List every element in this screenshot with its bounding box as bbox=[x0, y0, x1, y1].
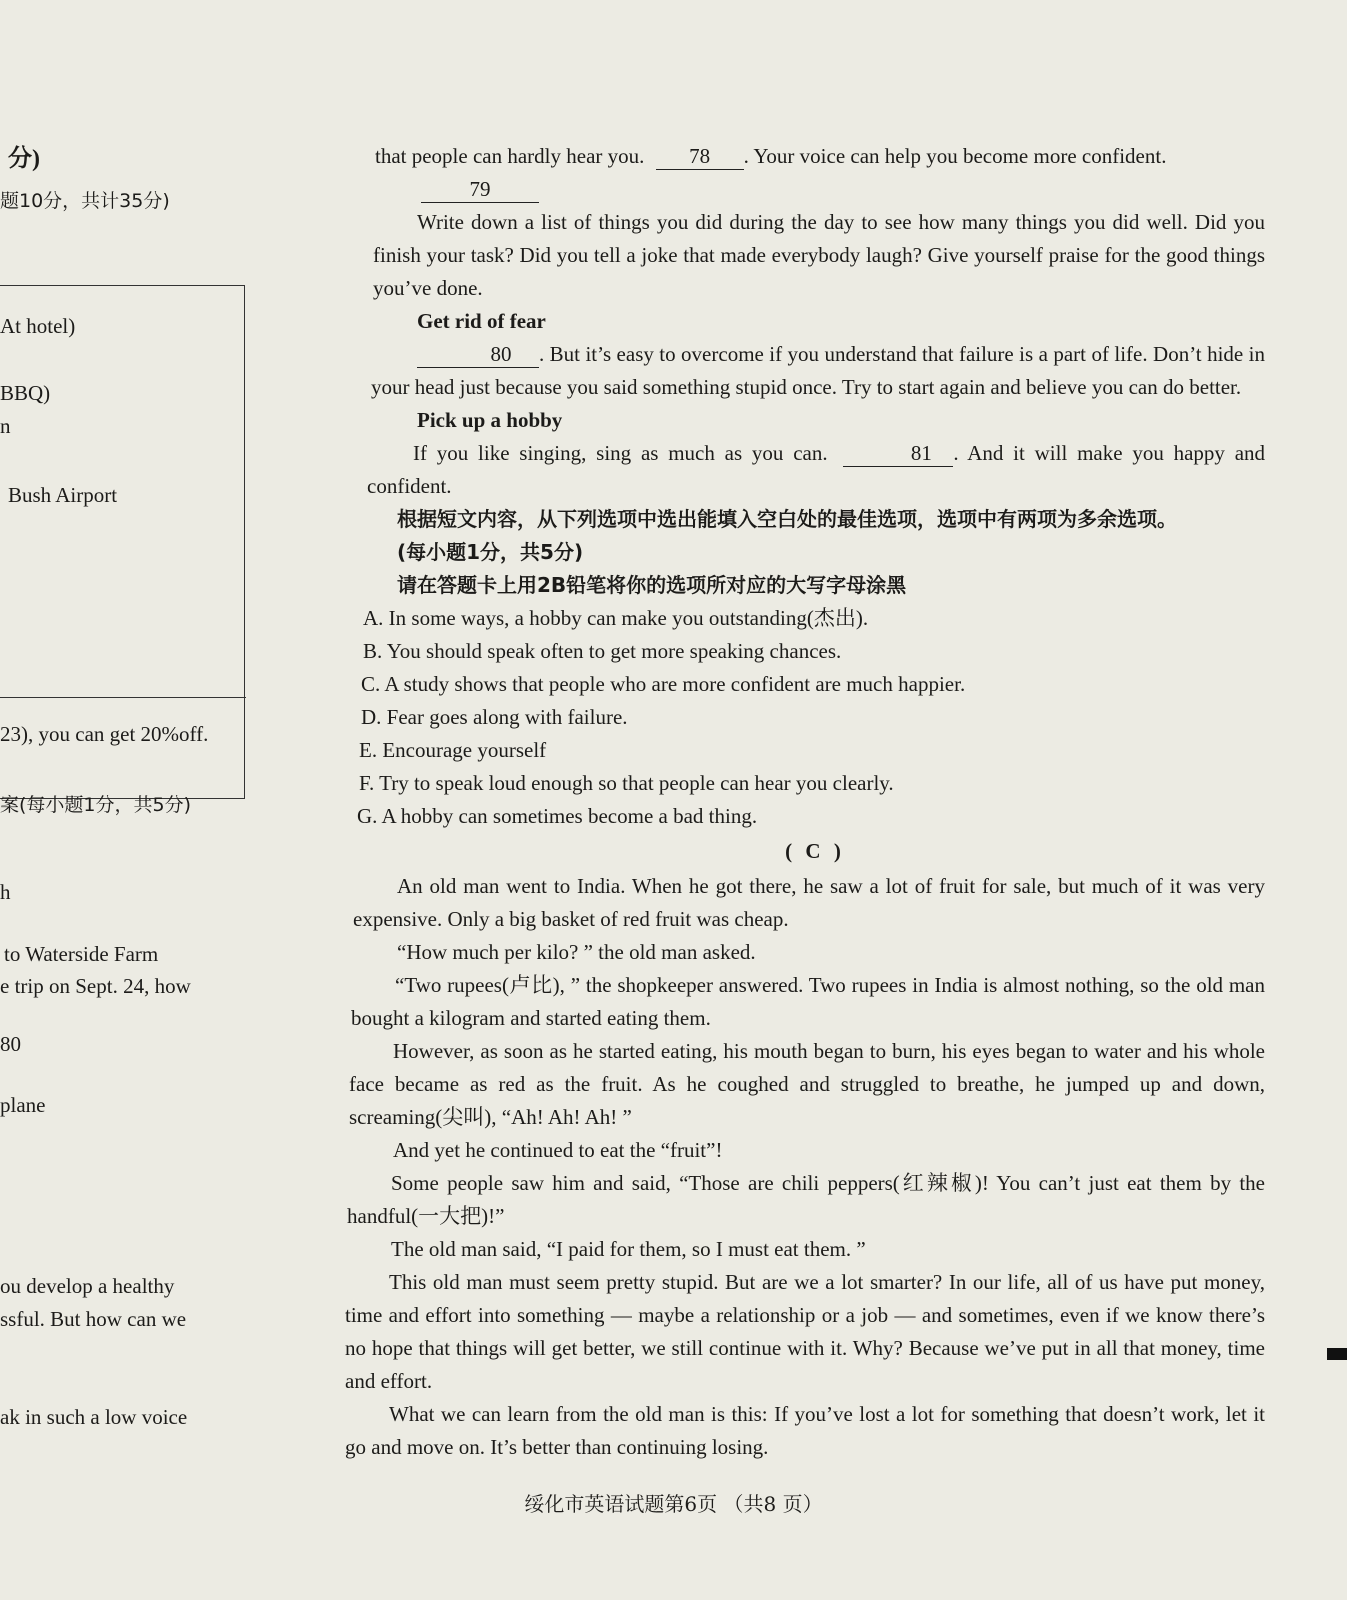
paragraph: What we can learn from the old man is this: If you’ve lost a lot for something that doesn’t work, let it go and move on. It’s better than continuing losing. bbox=[345, 1402, 1265, 1459]
passage-b-line1 bbox=[345, 140, 1265, 173]
instruction: (每小题1分，共5分) bbox=[397, 540, 584, 564]
left-line: 分) bbox=[8, 146, 40, 172]
left-line: e trip on Sept. 24, how bbox=[0, 974, 191, 998]
instruction: 请在答题卡上用2B铅笔将你的选项所对应的大写字母涂黑 bbox=[397, 573, 907, 597]
paragraph: An old man went to India. When he got there, he saw a lot of fruit for sale, but much of it was very expensive. Only a big basket of red fruit was cheap. bbox=[353, 874, 1265, 931]
paragraph: And yet he continued to eat the “fruit”! bbox=[393, 1138, 723, 1162]
section-label-c: ( C ) bbox=[785, 839, 845, 863]
left-line: 题10分，共计35分) bbox=[0, 190, 170, 212]
blank-81: 81 bbox=[843, 440, 953, 467]
blank-80: 80 bbox=[417, 341, 539, 368]
left-line: BBQ) bbox=[0, 381, 51, 405]
left-line: 案(每小题1分，共5分) bbox=[0, 794, 192, 816]
edge-mark bbox=[1327, 1348, 1347, 1360]
left-line: 80 bbox=[0, 1032, 21, 1056]
option-a: A. In some ways, a hobby can make you outstanding(杰出). bbox=[363, 606, 869, 630]
paragraph bbox=[345, 338, 1265, 404]
option-b: B. You should speak often to get more speaking chances. bbox=[363, 639, 842, 663]
left-line: At hotel) bbox=[0, 314, 76, 338]
option-c: C. A study shows that people who are more confident are much happier. bbox=[361, 672, 966, 696]
sentence: . But it’s easy to overcome if you understand that failure is a part of life. Don’t hide in your head just because you said something stupid once. Try to start again and believe you can do better. bbox=[371, 342, 1265, 399]
heading-pick-up-a-hobby: Pick up a hobby bbox=[417, 408, 563, 432]
left-line: ssful. But how can we bbox=[0, 1307, 187, 1331]
sentence: that people can hardly hear you. bbox=[375, 144, 645, 168]
paragraph: The old man said, “I paid for them, so I must eat them. ” bbox=[391, 1237, 866, 1261]
left-column-cutoff bbox=[0, 0, 250, 1600]
main-column bbox=[345, 140, 1265, 1464]
paragraph: This old man must seem pretty stupid. But are we a lot smarter? In our life, all of us have put money, time and effort into something — maybe a relationship or a job — and sometimes, even if we know there’s no hope that things will get better, we still continue with it. Why? Because we’ve put in all that money, time and effort. bbox=[345, 1270, 1265, 1393]
left-box-divider bbox=[0, 697, 246, 698]
paragraph: “Two rupees(卢比), ” the shopkeeper answered. Two rupees in India is almost nothing, so the old man bought a kilogram and started eating them. bbox=[351, 973, 1265, 1030]
left-line: Bush Airport bbox=[8, 483, 118, 507]
left-line: n bbox=[0, 414, 11, 438]
blank-79: 79 bbox=[421, 176, 539, 203]
option-f: F. Try to speak loud enough so that people can hear you clearly. bbox=[359, 771, 894, 795]
blank-78: 78 bbox=[656, 143, 744, 170]
paragraph: However, as soon as he started eating, his mouth began to burn, his eyes began to water and his whole face became as red as the fruit. As he coughed and struggled to breathe, he jumped up and down, screaming(尖叫), “Ah! Ah! Ah! ” bbox=[349, 1039, 1265, 1129]
left-line: 23), you can get 20%off. bbox=[0, 722, 209, 746]
paragraph: Write down a list of things you did during the day to see how many things you did well. Did you finish your task? Did you tell a joke that made everybody laugh? Give yourself praise for the good things you’ve done. bbox=[373, 210, 1265, 300]
paragraph bbox=[345, 437, 1265, 503]
paragraph: “How much per kilo? ” the old man asked. bbox=[397, 940, 756, 964]
paragraph: Some people saw him and said, “Those are chili peppers(红辣椒)! You can’t just eat them by the handful(一大把)!” bbox=[347, 1171, 1265, 1228]
left-line: h bbox=[0, 880, 11, 904]
instruction: 根据短文内容，从下列选项中选出能填入空白处的最佳选项，选项中有两项为多余选项。 bbox=[397, 507, 1177, 531]
option-d: D. Fear goes along with failure. bbox=[361, 705, 628, 729]
option-e: E. Encourage yourself bbox=[359, 738, 547, 762]
page-footer: 绥化市英语试题第6页 （共8 页） bbox=[524, 1492, 823, 1516]
sentence: . And it will make you happy and confident. bbox=[367, 441, 1266, 498]
option-g: G. A hobby can sometimes become a bad thing. bbox=[357, 804, 758, 828]
left-line: ak in such a low voice bbox=[0, 1405, 188, 1429]
left-line: to Waterside Farm bbox=[4, 942, 159, 966]
left-line: plane bbox=[0, 1093, 46, 1117]
left-line: ou develop a healthy bbox=[0, 1274, 175, 1298]
sentence: . Your voice can help you become more confident. bbox=[743, 144, 1167, 168]
sentence: If you like singing, sing as much as you can. bbox=[413, 441, 828, 465]
passage-b-line2 bbox=[345, 173, 1265, 206]
heading-get-rid-of-fear: Get rid of fear bbox=[417, 309, 546, 333]
